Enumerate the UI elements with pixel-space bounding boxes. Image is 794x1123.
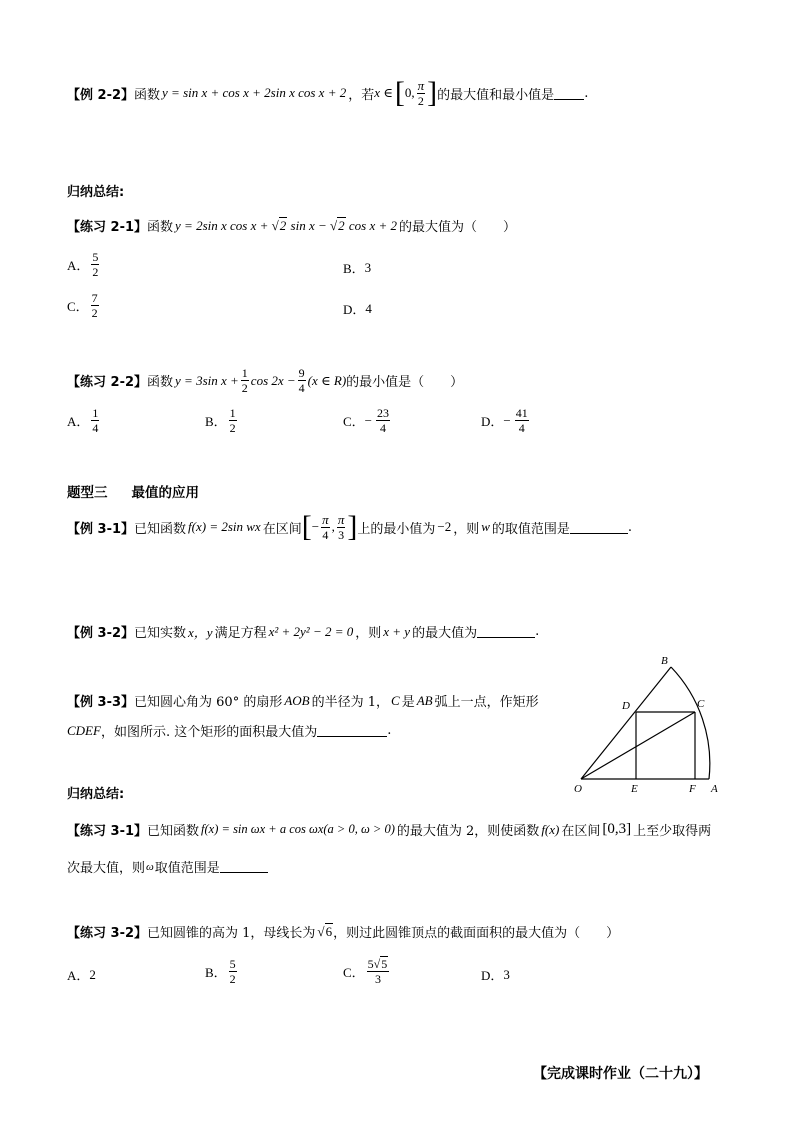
- text: 函数: [147, 375, 174, 390]
- formula: y = 2sin x cos x + √2 sin x − √2 cos x + 2: [175, 217, 398, 233]
- text: 在区间: [561, 824, 601, 839]
- text: ，则过此圆锥顶点的截面面积的最大值为（ ）: [333, 926, 620, 941]
- answer-blank: [554, 87, 584, 100]
- option-b[interactable]: B． $\frac{5}{2}$: [205, 957, 236, 986]
- text: 上的最小值为: [357, 521, 436, 537]
- segment-oc: [581, 712, 695, 779]
- text: 已知实数: [134, 626, 187, 641]
- text: 弧上一点，作矩形: [434, 695, 539, 710]
- label-f: F: [689, 783, 696, 795]
- answer-blank: [317, 724, 387, 737]
- fraction: $\frac{\pi}{2}$: [417, 77, 425, 108]
- label-b: B: [661, 655, 668, 667]
- text: 函数: [134, 87, 161, 103]
- example-3-2: 【例 3-2】 已知实数 x，y 满足方程 x² + 2y² − 2 = 0 ，则 x + y 的最大值为 .: [67, 623, 540, 641]
- option-d[interactable]: D． 4: [343, 300, 372, 317]
- text: ，则: [355, 626, 382, 641]
- text: 函数: [147, 220, 174, 235]
- text: 的最大值和最小值是: [437, 87, 555, 103]
- left-bracket: [: [394, 76, 405, 109]
- text: 在区间: [262, 521, 302, 537]
- example-3-3-line2: CDEF ，如图所示. 这个矩形的面积最大值为 .: [67, 722, 392, 740]
- answer-blank: [477, 625, 535, 638]
- option-b[interactable]: B． $\frac{1}{2}$: [205, 406, 236, 435]
- text: 取值范围是: [154, 861, 220, 876]
- option-c[interactable]: C． − $\frac{23}{4}$: [343, 406, 390, 435]
- answer-blank: [570, 521, 628, 534]
- option-a[interactable]: A． 2: [67, 966, 96, 983]
- section-heading: 题型三 最值的应用: [67, 485, 199, 501]
- example-2-2: [67, 78, 588, 108]
- homework-note: 【完成课时作业（二十九）】: [533, 1066, 708, 1082]
- text: ，若: [348, 87, 375, 103]
- example-3-1: 【例 3-1】 已知函数 f(x) = 2sin wx 在区间 [ − $\frac{\pi}{4}$ , $\frac{\pi}{3}$ ] 上的最小值为 −2 ，则 w 的取值范围是 .: [67, 510, 633, 543]
- interval-left: 0,: [404, 85, 415, 100]
- text: 的最大值为: [412, 626, 478, 641]
- domain: x ∈: [374, 85, 393, 100]
- option-a[interactable]: A． $\frac{1}{4}$: [67, 406, 99, 435]
- example-tag: 【例 2-2】: [67, 87, 135, 103]
- formula: y = sin x + cos x + 2sin x cos x + 2: [162, 85, 347, 100]
- label-c: C: [697, 698, 705, 710]
- practice-3-2: 【练习 3-2】 已知圆锥的高为 1，母线长为 √ 6 ，则过此圆锥顶点的截面面积的最大值为（ ）: [67, 923, 620, 941]
- practice-tag: 【练习 2-2】: [67, 375, 148, 390]
- option-a[interactable]: A． $\frac{5}{2}$: [67, 250, 99, 279]
- practice-tag: 【练习 2-1】: [67, 220, 148, 235]
- text: 是: [401, 695, 415, 710]
- label-d: D: [622, 700, 630, 712]
- text: 已知函数: [147, 824, 200, 839]
- option-d[interactable]: D． − $\frac{41}{4}$: [481, 406, 528, 435]
- text: 的最小值是（ ）: [346, 375, 464, 390]
- option-b[interactable]: B． 3: [343, 259, 372, 276]
- label-e: E: [631, 783, 638, 795]
- text: ，如图所示. 这个矩形的面积最大值为: [100, 725, 318, 740]
- summary-heading: 归纳总结:: [67, 185, 125, 200]
- practice-2-1: [67, 216, 516, 235]
- text: 的取值范围是: [491, 521, 570, 537]
- text: 的最大值为 2，则使函数: [396, 824, 540, 839]
- practice-2-2: 【练习 2-2】 函数 y = 3sin x + $\frac{1}{2}$ cos 2x − $\frac{9}{4}$ (x ∈ R) 的最小值是（ ）: [67, 366, 464, 395]
- label-o: O: [574, 783, 582, 795]
- option-c[interactable]: C． $\frac{5√5}{3}$: [343, 957, 388, 986]
- right-bracket: ]: [427, 76, 438, 109]
- label-a: A: [711, 783, 718, 795]
- example-tag: 【例 3-3】: [67, 695, 135, 710]
- practice-3-1-line2: 次最大值，则 ω 取值范围是: [67, 857, 268, 876]
- text: 已知函数: [134, 521, 187, 537]
- text: 满足方程: [214, 626, 267, 641]
- example-tag: 【例 3-2】: [67, 626, 135, 641]
- example-tag: 【例 3-1】: [67, 521, 135, 537]
- text: 已知圆锥的高为 1，母线长为: [147, 926, 316, 941]
- text: 的最大值为（ ）: [399, 220, 517, 235]
- example-3-3: 【例 3-3】 已知圆心角为 60° 的扇形 AOB 的半径为 1， C 是 AB 弧上一点，作矩形: [67, 692, 539, 710]
- practice-3-1: 【练习 3-1】 已知函数 f(x) = sin ωx + a cos ωx(a > 0, ω > 0) 的最大值为 2，则使函数 f(x) 在区间 [0,3] 上至少取得两: [67, 821, 712, 839]
- text: 次最大值，则: [67, 861, 146, 876]
- summary-heading: 归纳总结:: [67, 787, 125, 802]
- text: 上至少取得两: [633, 824, 712, 839]
- option-d[interactable]: D． 3: [481, 966, 510, 983]
- text: ，则: [453, 521, 480, 537]
- radius-ob: [581, 667, 671, 779]
- practice-tag: 【练习 3-1】: [67, 824, 148, 839]
- practice-tag: 【练习 3-2】: [67, 926, 148, 941]
- text: 已知圆心角为 60° 的扇形: [134, 695, 283, 710]
- option-c[interactable]: C． $\frac{7}{2}$: [67, 291, 98, 320]
- answer-blank: [220, 860, 268, 873]
- text: .: [584, 85, 589, 101]
- sector-figure: [570, 655, 730, 795]
- formula: f(x) = 2sin wx: [188, 519, 261, 534]
- text: 的半径为 1，: [311, 695, 390, 710]
